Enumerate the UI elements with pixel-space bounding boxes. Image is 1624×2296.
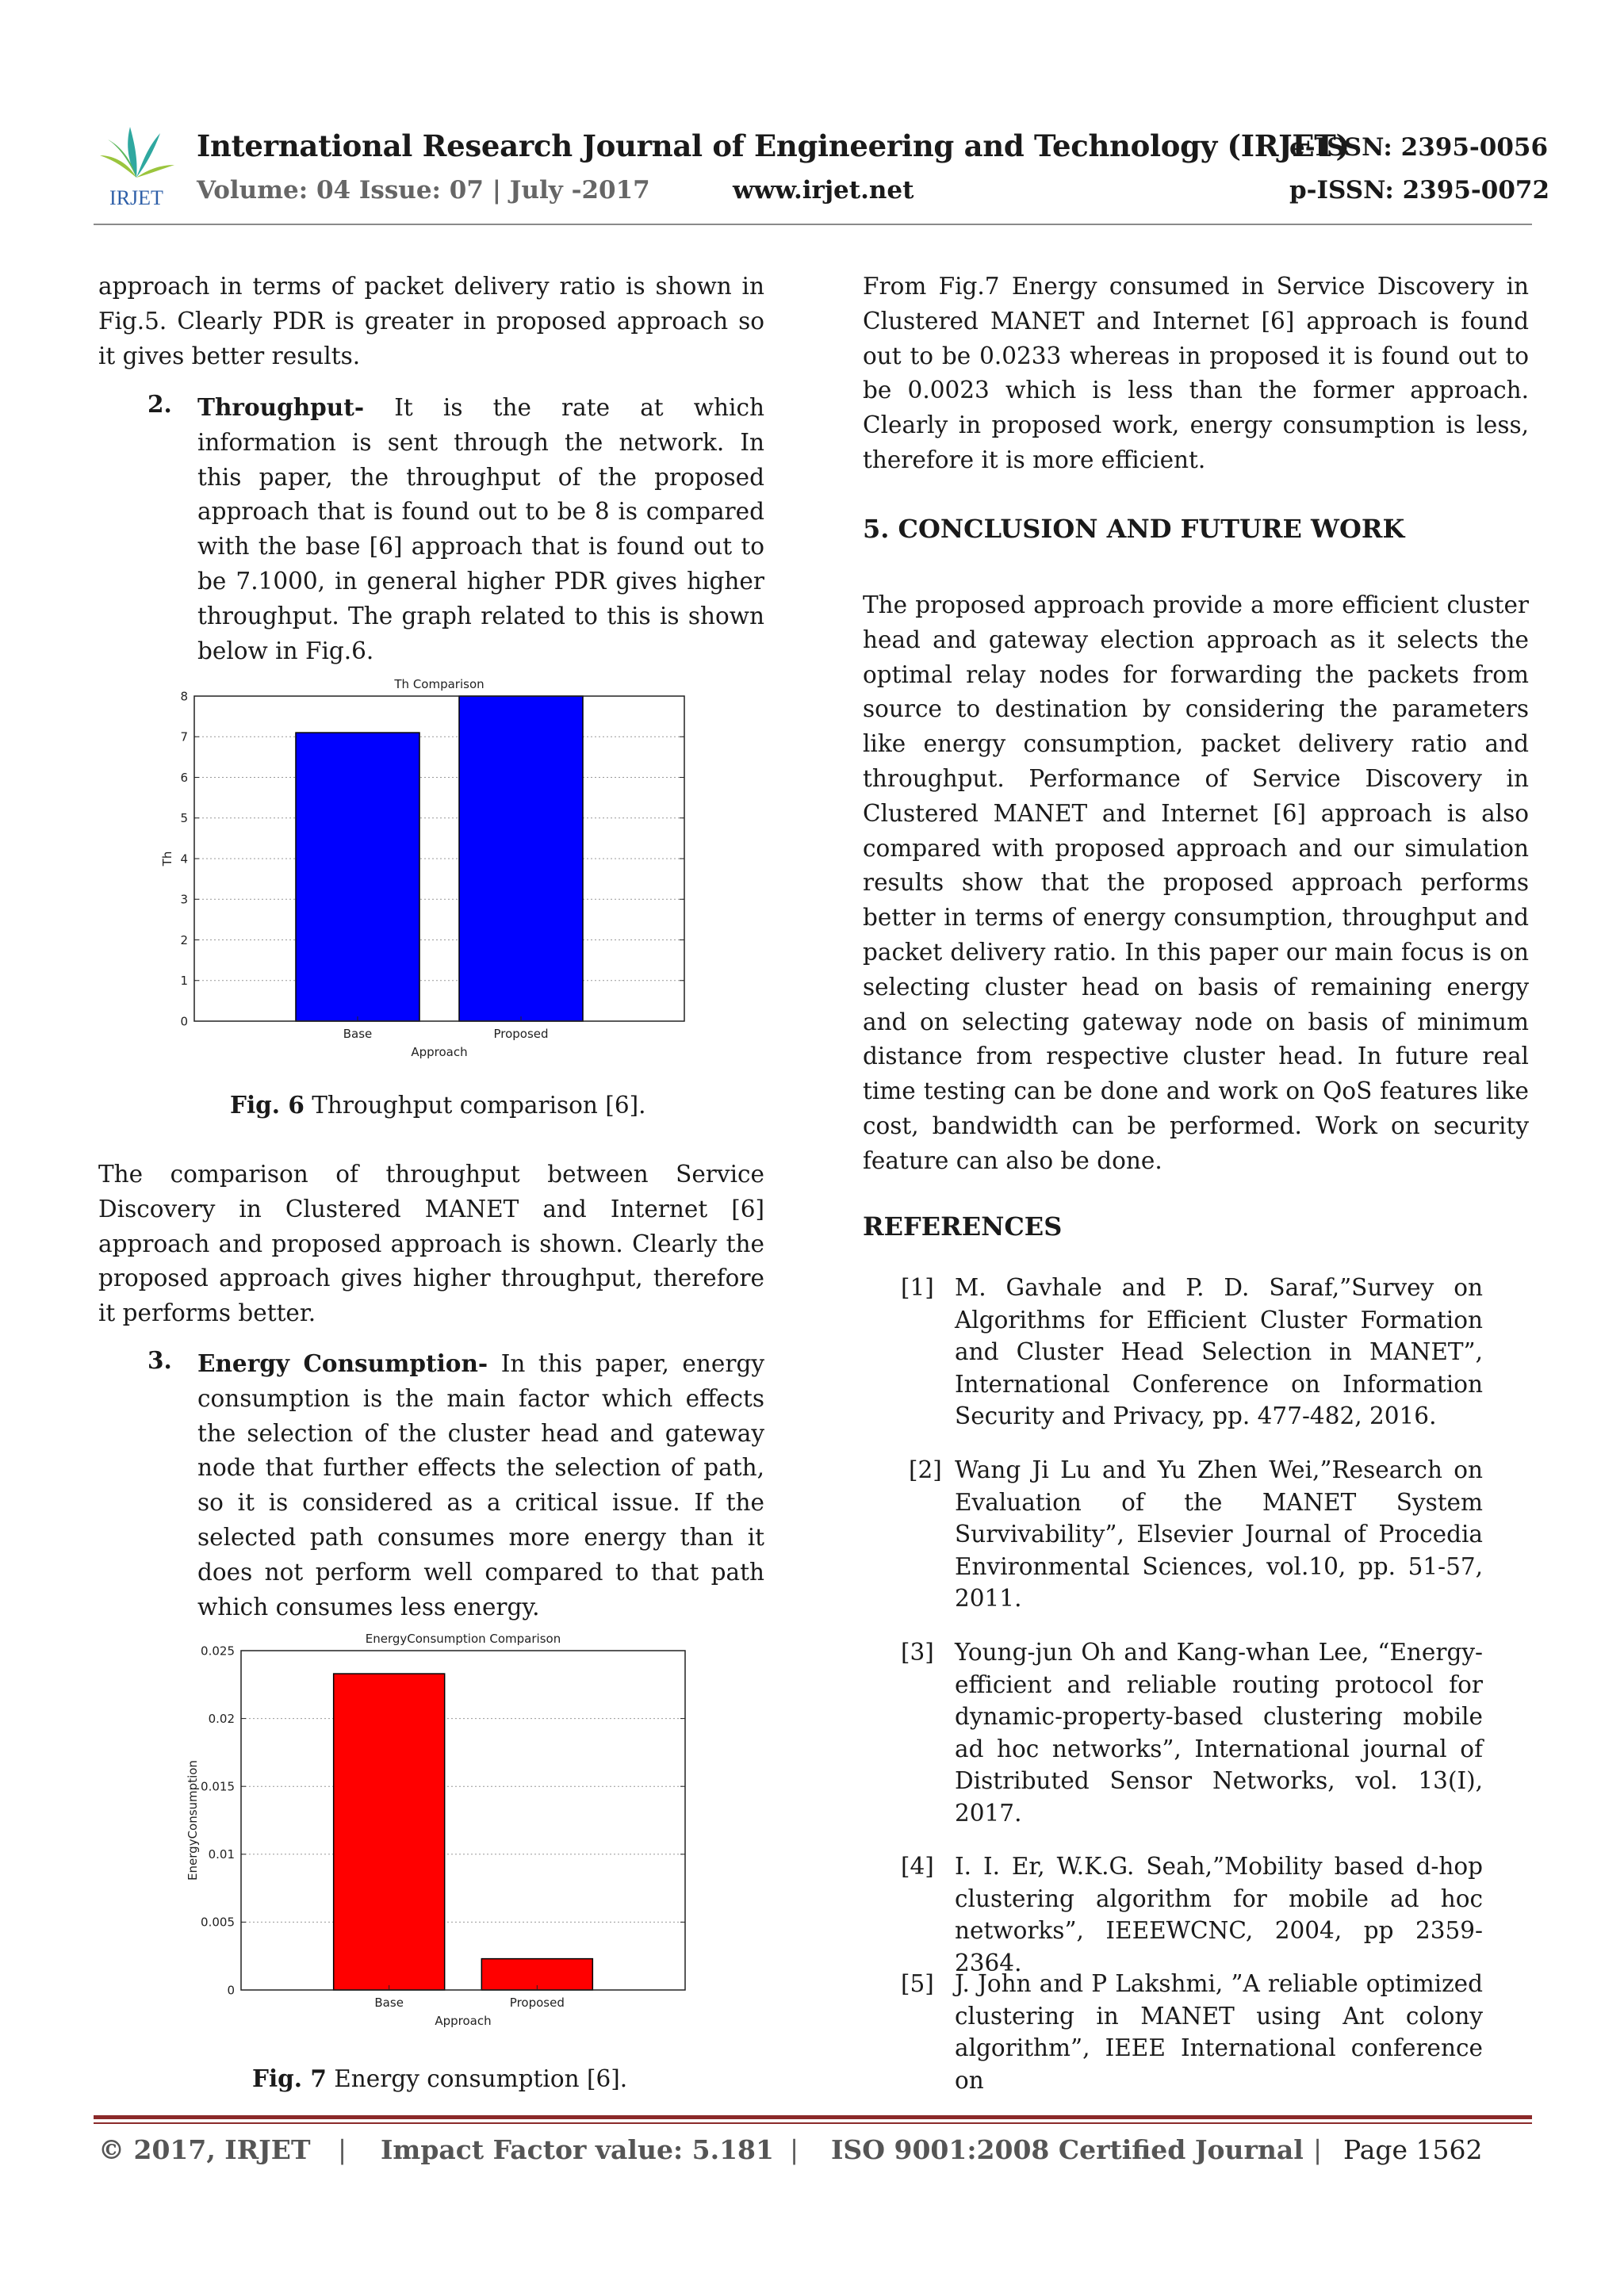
fig6-text: Throughput comparison [6]. bbox=[304, 1092, 646, 1119]
x-axis-label: Approach bbox=[411, 1045, 468, 1059]
x-tick-label: Proposed bbox=[493, 1027, 549, 1041]
list-text: It is the rate at which information is sent through the network. In this paper, the throughput of the proposed approach that is found out to be 8 is compared with the base [6] approach that is found out to be 7.1000, in general higher PDR gives higher throughput. The graph related to this is shown below in Fig.6. bbox=[197, 394, 764, 664]
reference-number: [3] bbox=[901, 1639, 934, 1666]
conclusion-heading: 5. CONCLUSION AND FUTURE WORK bbox=[863, 514, 1405, 544]
footer-page-number: Page 1562 bbox=[1343, 2134, 1483, 2165]
fig6-caption bbox=[230, 1091, 645, 1119]
fig7-caption bbox=[252, 2064, 627, 2092]
y-tick-label: 4 bbox=[180, 851, 188, 867]
right-paragraph-1: From Fig.7 Energy consumed in Service Discovery in Clustered MANET and Internet [6] approach is found out to be 0.0233 whereas in proposed it is found out to be 0.0023 which is less than the former approach. Clearly in proposed work, energy consumption is less, therefore it is more efficient. bbox=[863, 273, 1529, 473]
reference-text: M. Gavhale and P. D. Saraf,”Survey on Algorithms for Efficient Cluster Formation and Cluster Head Selection in MANET”, International Conference on Information Security and Privacy, pp. 477-482, 2016. bbox=[955, 1274, 1483, 1429]
y-tick-label: 5 bbox=[180, 811, 188, 825]
reference-text: Wang Ji Lu and Yu Zhen Wei,”Research on Evaluation of the MANET System Survivability”, Elsevier Journal of Procedia Environmental Sciences, vol.10, pp. 51-57, 2011. bbox=[955, 1456, 1483, 1612]
y-tick-label: 0.01 bbox=[208, 1847, 235, 1862]
conclusion-text: The proposed approach provide a more efficient cluster head and gateway election approach as it selects the optimal relay nodes for forwarding the packets from source to destination by considering the parameters like energy consumption, packet delivery ratio and throughput. Performance of Service Discovery in Clustered MANET and Internet [6] approach is also compared with proposed approach and our simulation results show that the proposed approach performs better in terms of energy consumption, throughput and packet delivery ratio. In this paper our main focus is on selecting cluster head on basis of remaining energy and on selecting gateway node on basis of minimum distance from respective cluster head. In future real time testing can be done and work on QoS features like cost, bandwidth can be performed. Work on security feature can also be done. bbox=[863, 591, 1529, 1174]
plot-area bbox=[241, 1651, 685, 1990]
bar-proposed bbox=[459, 696, 583, 1021]
x-tick-label: Base bbox=[374, 1996, 404, 2010]
list-item-throughput bbox=[98, 390, 764, 668]
reference-text: J. John and P Lakshmi, ”A reliable optimized clustering in MANET using Ant colony algorithm”, IEEE International conference on bbox=[955, 1970, 1483, 2094]
list-item-energy bbox=[98, 1346, 764, 1624]
y-axis-label: EnergyConsumption bbox=[186, 1760, 200, 1881]
references-heading: REFERENCES bbox=[863, 1211, 1063, 1242]
left-paragraph-2: The comparison of throughput between Service Discovery in Clustered MANET and Internet [6] approach and proposed approach is shown. Clearly the proposed approach gives higher throughput, therefore it performs better. bbox=[98, 1161, 764, 1327]
reference-number: [5] bbox=[901, 1970, 934, 1997]
footer-divider-thin bbox=[94, 2122, 1532, 2124]
y-tick-label: 1 bbox=[180, 974, 188, 988]
reference-number: [2] bbox=[909, 1456, 942, 1483]
y-tick-label: 0.02 bbox=[208, 1711, 235, 1726]
y-axis-label: Th bbox=[160, 851, 174, 867]
logo-text: IRJET bbox=[109, 186, 163, 209]
energy-chart bbox=[178, 1625, 717, 2038]
volume-line: Volume: 04 Issue: 07 | July -2017 bbox=[197, 176, 650, 205]
footer-divider bbox=[94, 2115, 1532, 2119]
x-tick-label: Base bbox=[343, 1027, 373, 1041]
fig6-label: Fig. 6 bbox=[230, 1091, 304, 1119]
chart-title: Th Comparison bbox=[394, 677, 485, 691]
bar-base bbox=[296, 733, 419, 1021]
list-title: Energy Consumption- bbox=[197, 1349, 488, 1377]
reference-text: I. I. Er, W.K.G. Seah,”Mobility based d-hop clustering algorithm for mobile ad hoc networks”, IEEEWCNC, 2004, pp 2359-2364. bbox=[955, 1853, 1483, 1976]
reference-number: [1] bbox=[901, 1274, 934, 1301]
reference-text: Young-jun Oh and Kang-whan Lee, “Energy-efficient and reliable routing protocol for dynamic-property-based clustering mobile ad hoc networks”, International journal of Distributed Sensor Networks, vol. 13(I), 2017. bbox=[955, 1639, 1483, 1827]
y-tick-label: 3 bbox=[180, 892, 188, 907]
list-title: Throughput- bbox=[197, 393, 365, 421]
y-tick-label: 0 bbox=[180, 1014, 188, 1029]
list-number: 3. bbox=[147, 1346, 172, 1374]
fig7-label: Fig. 7 bbox=[252, 2064, 327, 2092]
footer-separator: | bbox=[790, 2134, 799, 2165]
y-tick-label: 8 bbox=[180, 689, 188, 704]
y-tick-label: 0.025 bbox=[201, 1644, 235, 1659]
website-link[interactable]: www.irjet.net bbox=[733, 176, 914, 205]
footer-separator: | bbox=[1313, 2134, 1323, 2165]
y-tick-label: 6 bbox=[180, 770, 188, 785]
y-tick-label: 0 bbox=[227, 1983, 235, 1998]
x-axis-label: Approach bbox=[435, 2014, 492, 2028]
bar-base bbox=[334, 1674, 445, 1990]
header-divider bbox=[94, 224, 1532, 225]
journal-title: International Research Journal of Engineering and Technology (IRJET) bbox=[197, 128, 1350, 163]
reference-number: [4] bbox=[901, 1853, 934, 1880]
p-issn: p-ISSN: 2395-0072 bbox=[1289, 176, 1550, 205]
y-tick-label: 7 bbox=[180, 729, 188, 744]
footer-separator: | bbox=[338, 2134, 347, 2165]
footer-copyright: © 2017, IRJET bbox=[98, 2134, 311, 2165]
irjet-logo bbox=[94, 116, 179, 211]
y-tick-label: 2 bbox=[180, 932, 188, 947]
y-tick-label: 0.005 bbox=[201, 1915, 235, 1930]
fig7-text: Energy consumption [6]. bbox=[326, 2065, 628, 2092]
chart-title: EnergyConsumption Comparison bbox=[365, 1632, 561, 1646]
footer-impact-factor: Impact Factor value: 5.181 bbox=[381, 2134, 774, 2165]
e-issn: e-ISSN: 2395-0056 bbox=[1289, 133, 1549, 162]
footer-iso: ISO 9001:2008 Certified Journal bbox=[831, 2134, 1304, 2165]
throughput-chart bbox=[151, 671, 706, 1067]
list-number: 2. bbox=[147, 390, 172, 418]
y-tick-label: 0.015 bbox=[201, 1779, 235, 1794]
list-text: In this paper, energy consumption is the main factor which effects the selection of the cluster head and gateway node that further effects the selection of path, so it is considered as a critical issue. If the selected path consumes more energy than it does not perform well compared to that path which consumes less energy. bbox=[197, 1350, 765, 1621]
x-tick-label: Proposed bbox=[509, 1996, 565, 2010]
left-paragraph-1: approach in terms of packet delivery ratio is shown in Fig.5. Clearly PDR is greater in proposed approach so it gives better results. bbox=[98, 273, 764, 369]
